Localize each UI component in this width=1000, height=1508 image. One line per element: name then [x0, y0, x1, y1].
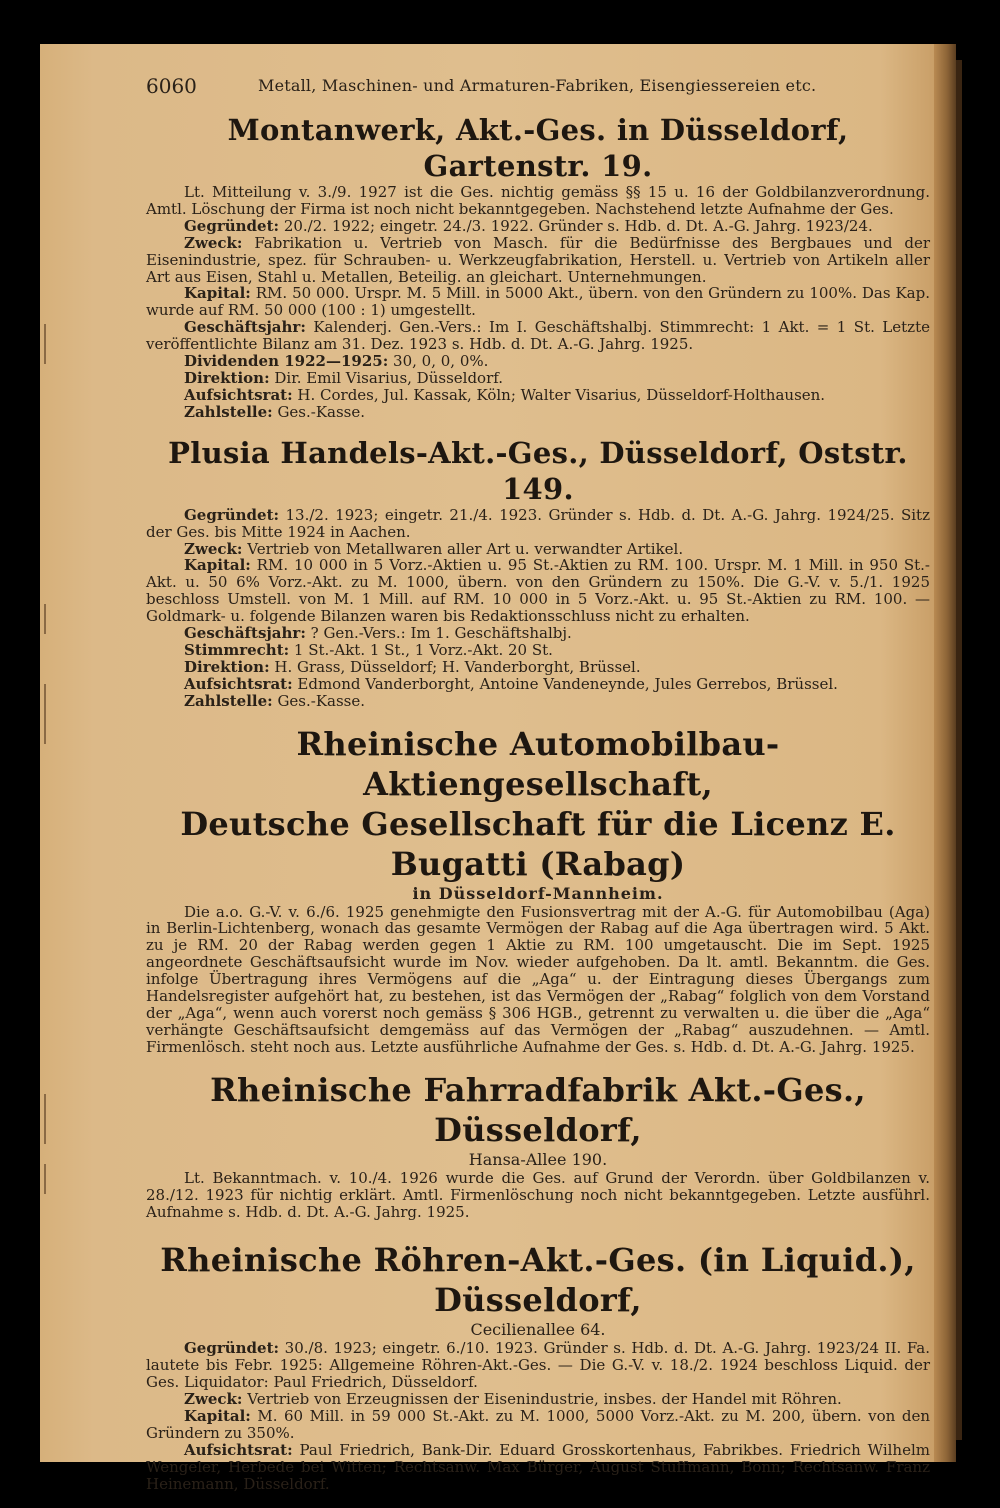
- book-spine: [934, 44, 956, 1462]
- entry-paying-agent: Zahlstelle: Ges.-Kasse.: [184, 402, 366, 421]
- entry-founded: Gegründet: 30./8. 1923; eingetr. 6./10. 1923. Gründer s. Hdb. d. Dt. A.-G. Jahrg. 1923/24 II. Fa. lautete bis Febr. 1925: Allgemeine Röhren-Akt.-Ges. — Die G.-V. v. 18./2. 1924 beschloss Liquid. der Ges. Liquidator: Paul Friedrich, Düsseldorf.: [146, 1339, 930, 1392]
- entry-voting-rights: Stimmrecht: 1 St.-Akt. 1 St., 1 Vorz.-Akt. 20 St.: [184, 640, 553, 659]
- entry-paying-agent: Zahlstelle: Ges.-Kasse.: [184, 691, 366, 710]
- entry-founded: Gegründet: 20./2. 1922; eingetr. 24./3. 1922. Gründer s. Hdb. d. Dt. A.-G. Jahrg. 1923/24.: [184, 216, 873, 235]
- entry-purpose: Zweck: Vertrieb von Metallwaren aller Art u. verwandter Artikel.: [184, 539, 684, 558]
- entry-purpose: Zweck: Fabrikation u. Vertrieb von Masch. für die Bedürfnisse des Bergbaues und der Eisenindustrie, spez. für Schrauben- u. Werkzeugfabrikation, Herstell. u. Vertrieb von Artikeln aller Art aus Eisen, Stahl u. Metallen, Beteilig. an gleichart. Unternehmungen.: [146, 233, 930, 286]
- entry-capital: Kapital: M. 60 Mill. in 59 000 St.-Akt. zu M. 1000, 5000 Vorz.-Akt. zu M. 200, übern. von den Gründern zu 350%.: [146, 1407, 930, 1442]
- entry-paragraph: Lt. Mitteilung v. 3./9. 1927 ist die Ges. nichtig gemäss §§ 15 u. 16 der Goldbilanzverordnung. Amtl. Löschung der Firma ist noch nicht bekanntgegeben. Nachstehend letzte Aufnahme der Ges.: [146, 183, 930, 218]
- entry-fahrradfabrik: [146, 1070, 930, 1221]
- entry-heading: Rheinische Röhren-Akt.-Ges. (in Liquid.), Düsseldorf,: [160, 1241, 916, 1320]
- entry-dividends: Dividenden 1922—1925: 30, 0, 0, 0%.: [184, 352, 489, 371]
- entry-heading-line2: Deutsche Gesellschaft für die Licenz E. Bugatti (Rabag): [180, 804, 896, 883]
- entry-management: Direktion: H. Grass, Düsseldorf; H. Vanderborght, Brüssel.: [184, 657, 641, 676]
- page-edge: [956, 60, 962, 1440]
- entry-supervisory-board: Aufsichtsrat: Edmond Vanderborght, Antoine Vandeneynde, Jules Gerrebos, Brüssel.: [184, 674, 838, 693]
- entry-capital: Kapital: RM. 50 000. Urspr. M. 5 Mill. in 5000 Akt., übern. von den Gründern zu 100%. Das Kap. wurde auf RM. 50 000 (100 : 1) umgestellt.: [146, 284, 930, 320]
- entry-montanwerk: [146, 112, 930, 421]
- entry-plusia: [146, 435, 930, 710]
- running-head: [146, 74, 930, 102]
- entry-address: Hansa-Allee 190.: [468, 1149, 608, 1169]
- entry-paragraph: Lt. Bekanntmach. v. 10./4. 1926 wurde die Ges. auf Grund der Verordn. über Goldbilanzen v. 28./12. 1923 für nichtig erklärt. Amtl. Firmenlöschung noch nicht bekanntgegeben. Letzte ausführl. Aufnahme s. Hdb. d. Dt. A.-G. Jahrg. 1925.: [146, 1168, 930, 1221]
- entry-rabag: [146, 724, 930, 1056]
- entry-address: Cecilienallee 64.: [470, 1320, 606, 1340]
- entry-heading: Rheinische Fahrradfabrik Akt.-Ges., Düsseldorf,: [210, 1070, 866, 1149]
- entry-supervisory-board: Aufsichtsrat: Paul Friedrich, Bank-Dir. Eduard Grosskortenhaus, Fabrikbes. Friedrich Wilhelm Wengeler, Herbede bei Witten; Rechtsanw. Max Bürger, August Stuffmann, Bonn; Rechtsanw. Franz Heinemann, Düsseldorf.: [146, 1440, 930, 1493]
- entry-paragraph: Die a.o. G.-V. v. 6./6. 1925 genehmigte den Fusionsvertrag mit der A.-G. für Automobilbau (Aga) in Berlin-Lichtenberg, wonach das gesamte Vermögen der Rabag auf die Aga übertragen wird. 5 Akt. zu je RM. 20 der Rabag werden gegen 1 Aktie zu RM. 100 umgetauscht. Die im Sept. 1925 angeordnete Geschäftsaufsicht wurde im Nov. wieder aufgehoben. Da lt. amtl. Bekanntm. die Ges. infolge Übertragung ihres Vermögens auf die „Aga“ u. der Eintragung dieses Übergangs zum Handelsregister aufgehört hat, zu bestehen, ist das Vermögen der „Rabag“ folglich von dem Vorstand der „Aga“, wenn auch vorerst noch gemäss § 306 HGB., getrennt zu verwalten u. die über die „Aga“ verhängte Geschäftsaufsicht demgemäss auf das Vermögen der „Rabag“ auszudehnen. — Amtl. Firmenlösch. steht noch aus. Letzte ausführliche Aufnahme der Ges. s. Hdb. d. Dt. A.-G. Jahrg. 1925.: [146, 902, 930, 1056]
- entry-founded: Gegründet: 13./2. 1923; eingetr. 21./4. 1923. Gründer s. Hdb. d. Dt. A.-G. Jahrg. 1924/25. Sitz der Ges. bis Mitte 1924 in Aachen.: [146, 505, 930, 541]
- book-page: [40, 44, 934, 1493]
- entry-heading: Montanwerk, Akt.-Ges. in Düsseldorf, Gartenstr. 19.: [227, 113, 849, 183]
- entry-supervisory-board: Aufsichtsrat: H. Cordes, Jul. Kassak, Köln; Walter Visarius, Düsseldorf-Holthausen.: [184, 385, 826, 404]
- entry-fiscal-year: Geschäftsjahr: Kalenderj. Gen.-Vers.: Im I. Geschäftshalbj. Stimmrecht: 1 Akt. = 1 St. Letzte veröffentlichte Bilanz am 31. Dez. 1923 s. Hdb. d. Dt. A.-G. Jahrg. 1925.: [146, 318, 930, 354]
- running-title: Metall, Maschinen- und Armaturen-Fabriken, Eisengiessereien etc.: [258, 76, 817, 95]
- entry-purpose: Zweck: Vertrieb von Erzeugnissen der Eisenindustrie, insbes. der Handel mit Röhren.: [184, 1390, 842, 1409]
- page-content: [146, 74, 930, 1507]
- entry-location: in Düsseldorf-Mannheim.: [412, 883, 664, 903]
- entry-fiscal-year: Geschäftsjahr: ? Gen.-Vers.: Im 1. Geschäftshalbj.: [184, 624, 572, 643]
- page-number: 6060: [146, 74, 197, 98]
- entry-roehren: [146, 1240, 930, 1492]
- entry-heading: Rheinische Automobilbau-Aktiengesellschaft,: [296, 724, 780, 803]
- entry-heading: Plusia Handels-Akt.-Ges., Düsseldorf, Oststr. 149.: [168, 435, 908, 506]
- entry-capital: Kapital: RM. 10 000 in 5 Vorz.-Aktien u. 95 St.-Aktien zu RM. 100. Urspr. M. 1 Mill. in 950 St.-Akt. u. 50 6% Vorz.-Akt. zu M. 1000, übern. von den Gründern zu 150%. Die G.-V. v. 5./1. 1925 beschloss Umstell. von M. 1 Mill. auf RM. 10 000 in 5 Vorz.-Akt. u. 95 St.-Aktien zu RM. 100. — Goldmark- u. folgende Bilanzen waren bis Redaktionsschluss nicht zu erhalten.: [146, 556, 930, 626]
- entry-management: Direktion: Dir. Emil Visarius, Düsseldorf.: [184, 368, 504, 387]
- page-margin-marks: [40, 44, 54, 1462]
